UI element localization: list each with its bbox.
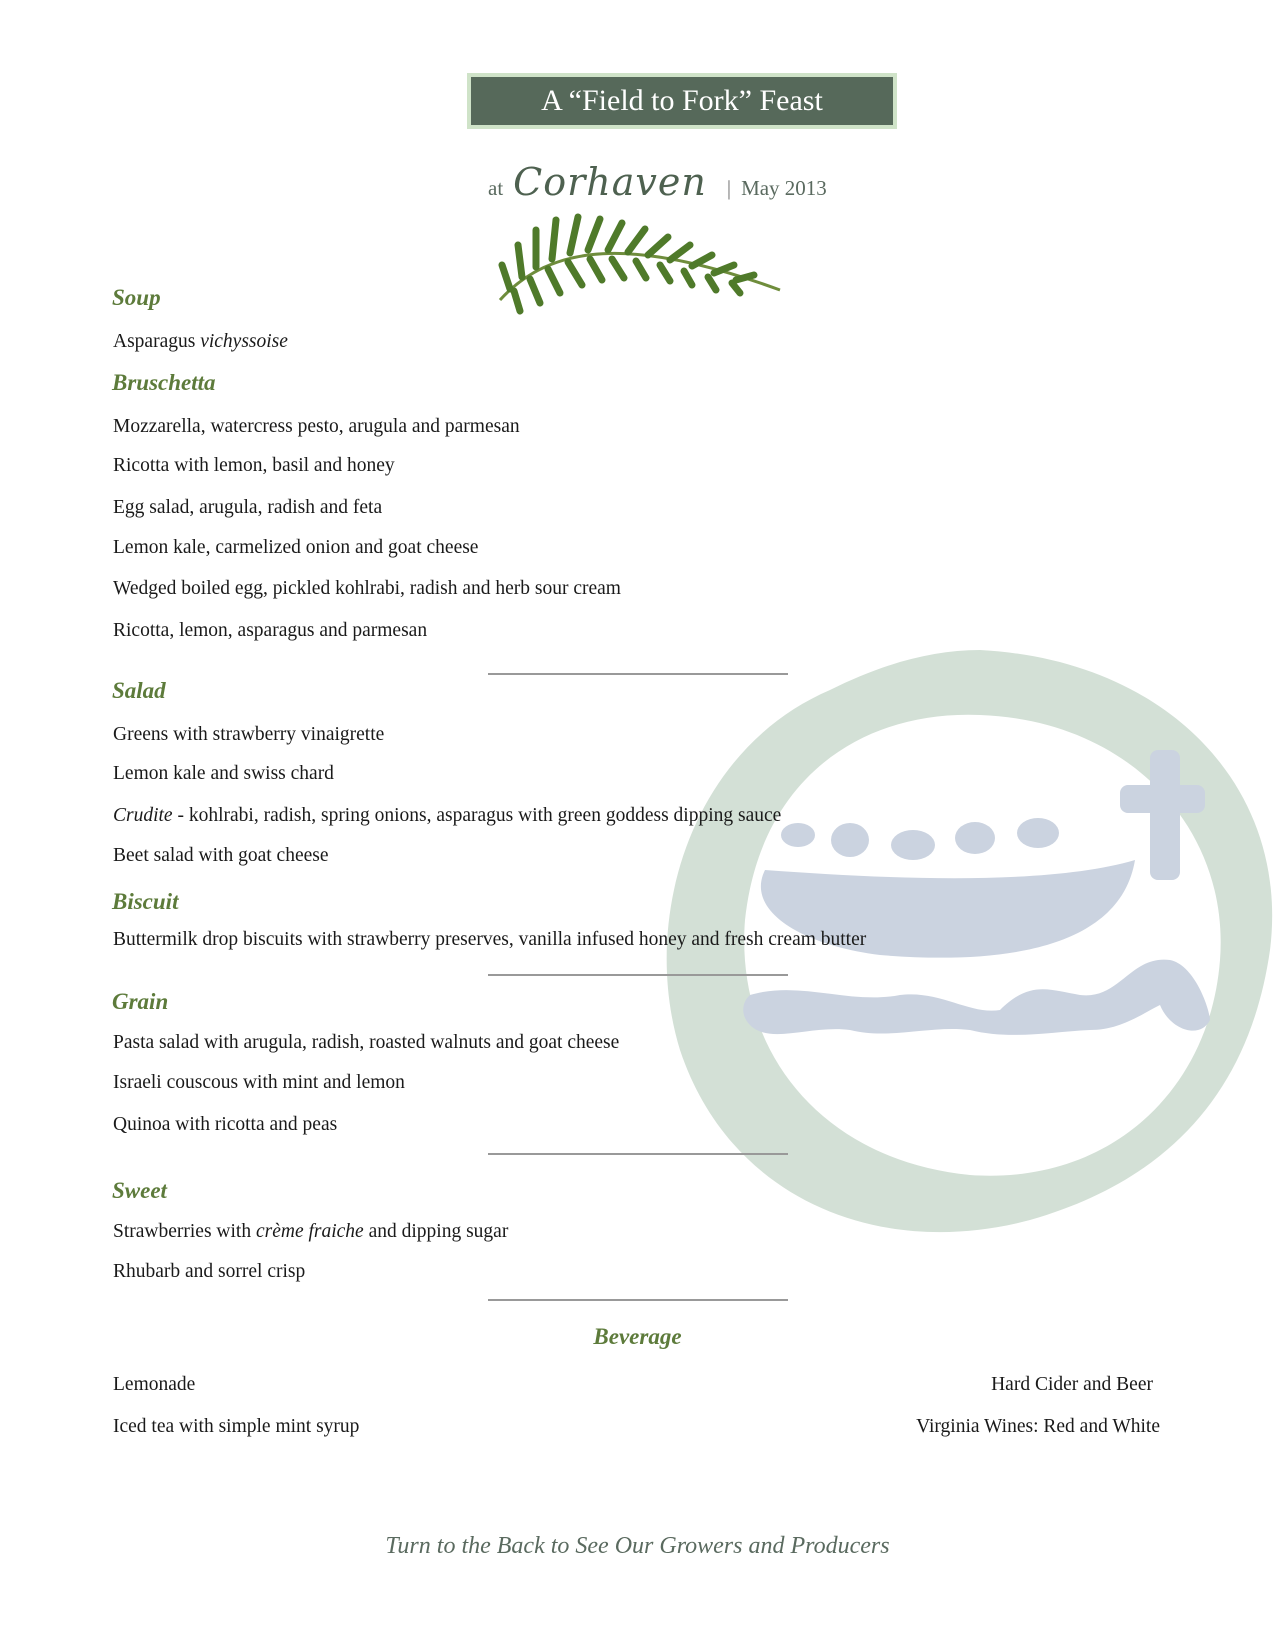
separator: | bbox=[726, 176, 732, 200]
item-text: - kohlrabi, radish, spring onions, asparagus with green goddess dipping sauce bbox=[172, 805, 782, 826]
section-heading-beverage: Beverage bbox=[593, 1324, 682, 1349]
section-heading-soup: Soup bbox=[112, 285, 161, 310]
divider bbox=[488, 974, 788, 976]
event-date: May 2013 bbox=[741, 176, 827, 200]
menu-item: Lemonade bbox=[113, 1374, 196, 1395]
section-heading-sweet: Sweet bbox=[112, 1178, 167, 1203]
menu-item bbox=[113, 331, 288, 353]
divider bbox=[488, 673, 788, 675]
section-heading-bruschetta: Bruschetta bbox=[112, 370, 216, 395]
menu-item: Virginia Wines: Red and White bbox=[916, 1416, 1160, 1437]
menu-item bbox=[113, 1221, 508, 1243]
menu-item: Hard Cider and Beer bbox=[991, 1374, 1153, 1395]
venue-logotype: Corhaven bbox=[513, 160, 707, 204]
menu-item: Lemon kale, carmelized onion and goat cheese bbox=[113, 537, 479, 558]
menu-item: Ricotta with lemon, basil and honey bbox=[113, 455, 395, 476]
menu-item: Beet salad with goat cheese bbox=[113, 845, 329, 866]
item-text: Asparagus bbox=[113, 331, 201, 352]
menu-item: Iced tea with simple mint syrup bbox=[113, 1416, 360, 1437]
menu-item: Quinoa with ricotta and peas bbox=[113, 1114, 338, 1135]
item-emphasis: Crudite bbox=[113, 805, 173, 826]
menu-item: Ricotta, lemon, asparagus and parmesan bbox=[113, 620, 428, 641]
menu-item: Rhubarb and sorrel crisp bbox=[113, 1261, 306, 1282]
menu-item: Lemon kale and swiss chard bbox=[113, 763, 334, 784]
fern-illustration bbox=[490, 205, 790, 315]
section-heading-grain: Grain bbox=[112, 989, 169, 1014]
menu-item: Greens with strawberry vinaigrette bbox=[113, 724, 385, 745]
divider bbox=[488, 1153, 788, 1155]
at-label: at bbox=[488, 176, 504, 200]
menu-item: Pasta salad with arugula, radish, roasted walnuts and goat cheese bbox=[113, 1032, 620, 1053]
menu-item: Buttermilk drop biscuits with strawberry preserves, vanilla infused honey and fresh cream butter bbox=[113, 929, 867, 950]
menu-item: Wedged boiled egg, pickled kohlrabi, radish and herb sour cream bbox=[113, 578, 621, 599]
item-text: Strawberries with bbox=[113, 1221, 256, 1242]
menu-item: Egg salad, arugula, radish and feta bbox=[113, 497, 383, 518]
menu-item: Israeli couscous with mint and lemon bbox=[113, 1072, 405, 1093]
item-emphasis: vichyssoise bbox=[200, 331, 288, 352]
item-text: and dipping sugar bbox=[363, 1221, 509, 1242]
menu-item bbox=[113, 805, 781, 827]
subtitle bbox=[488, 160, 827, 204]
section-heading-salad: Salad bbox=[112, 678, 166, 703]
menu-title: A “Field to Fork” Feast bbox=[467, 73, 897, 129]
item-emphasis: crème fraiche bbox=[255, 1221, 364, 1242]
footer-note: Turn to the Back to See Our Growers and Producers bbox=[385, 1533, 890, 1559]
section-heading-biscuit: Biscuit bbox=[112, 889, 179, 914]
divider bbox=[488, 1299, 788, 1301]
menu-item: Mozzarella, watercress pesto, arugula and parmesan bbox=[113, 416, 520, 437]
